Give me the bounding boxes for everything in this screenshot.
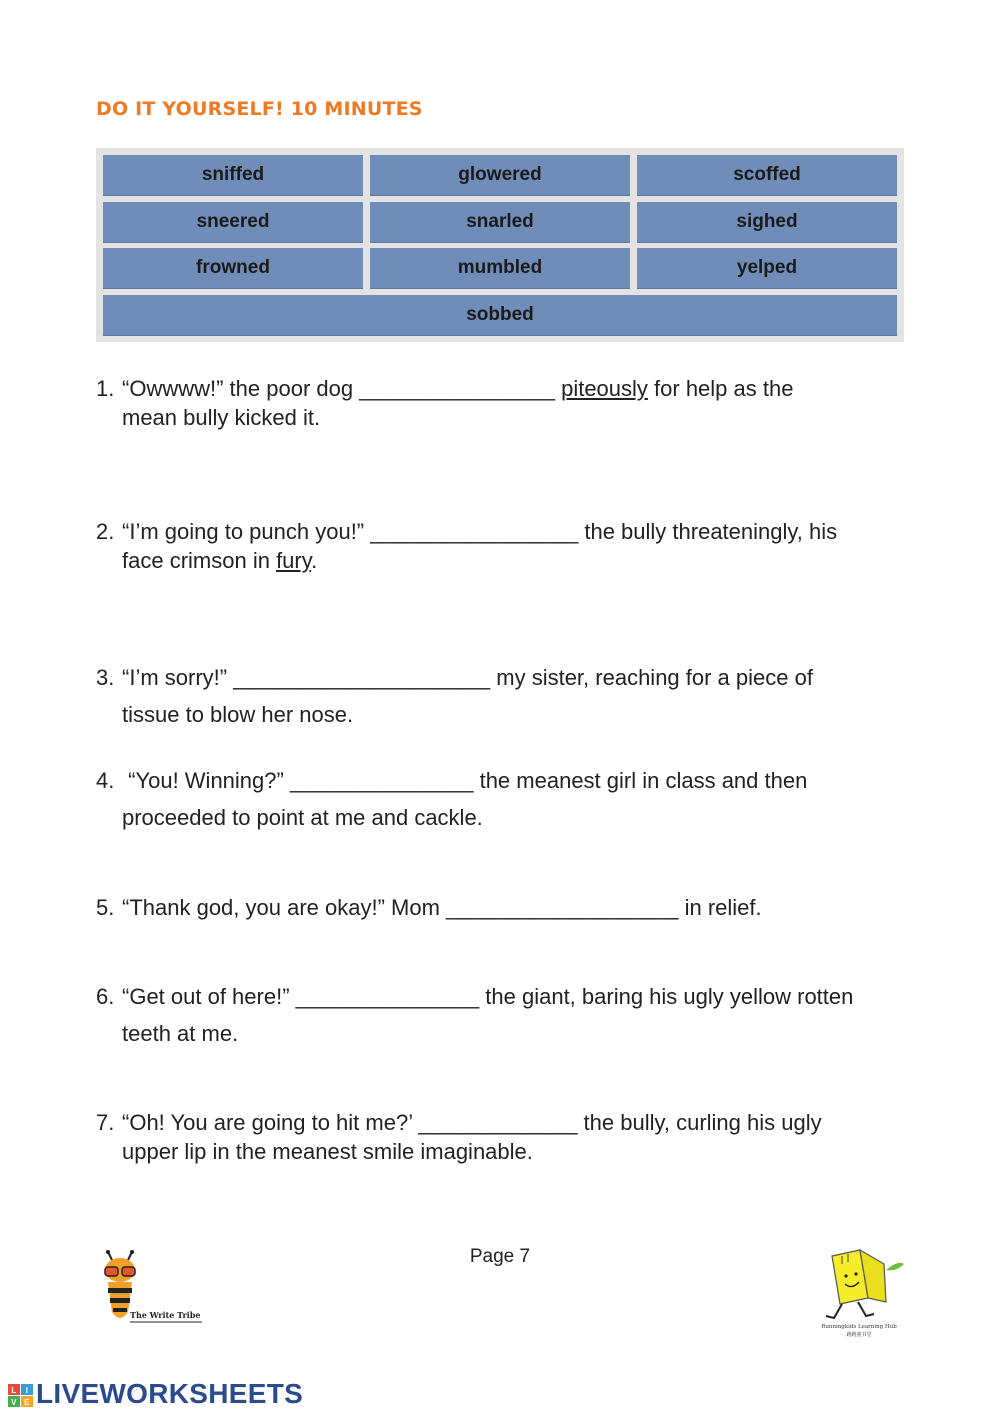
svg-text:V: V xyxy=(11,1397,17,1407)
question-text-line2: upper lip in the meanest smile imaginable. xyxy=(122,1139,533,1164)
question-text: “You! Winning?” _______________ the meanest girl in class and then xyxy=(122,768,808,793)
word-cell: sniffed xyxy=(103,155,363,195)
svg-text:E: E xyxy=(24,1397,30,1407)
question-text-line2: teeth at me. xyxy=(122,1021,239,1046)
question-text: “I’m going to punch you!” _________________ the bully threateningly, his xyxy=(122,519,838,544)
liveworksheets-brand xyxy=(8,1378,303,1410)
word-cell: sobbed xyxy=(103,295,897,335)
question-text: “Get out of here!” _______________ the giant, baring his ugly yellow rotten xyxy=(122,984,854,1009)
underlined-word: piteously xyxy=(561,376,648,401)
question-text-line2: tissue to blow her nose. xyxy=(122,702,354,727)
underlined-word: fury xyxy=(276,548,312,573)
question-6 xyxy=(96,978,908,1052)
question-2 xyxy=(96,517,908,575)
word-bank xyxy=(96,148,904,342)
write-tribe-caption: The Write Tribe xyxy=(130,1310,201,1320)
question-number: 3. xyxy=(96,665,115,690)
question-number: 2. xyxy=(96,519,115,544)
question-4 xyxy=(96,762,908,836)
question-text: . xyxy=(311,548,318,573)
question-text-line2 xyxy=(96,546,908,575)
word-cell: snarled xyxy=(370,202,630,242)
question-text-line2: proceeded to point at me and cackle. xyxy=(122,805,483,830)
question-number: 1. xyxy=(96,376,115,401)
question-text: “I’m sorry!” _____________________ my sister, reaching for a piece of xyxy=(122,665,813,690)
svg-text:I: I xyxy=(25,1385,29,1395)
question-number: 4. xyxy=(96,768,115,793)
word-cell: sneered xyxy=(103,202,363,242)
word-cell: sighed xyxy=(637,202,897,242)
question-7 xyxy=(96,1108,908,1166)
runningkids-caption: Runningkids Learning Hub xyxy=(821,1324,897,1330)
question-3 xyxy=(96,659,908,733)
question-number: 6. xyxy=(96,984,115,1009)
question-number: 7. xyxy=(96,1110,115,1135)
write-tribe-bee-logo xyxy=(100,1250,210,1330)
word-cell: scoffed xyxy=(637,155,897,195)
question-1 xyxy=(96,374,908,432)
question-text-line2: mean bully kicked it. xyxy=(122,405,321,430)
question-text: “Oh! You are going to hit me?’ _____________ the bully, curling his ugly xyxy=(122,1110,822,1135)
word-cell: mumbled xyxy=(370,248,630,288)
liveworksheets-logo-icon xyxy=(8,1384,34,1408)
word-cell: glowered xyxy=(370,155,630,195)
page-number: Page 7 xyxy=(469,1246,531,1267)
question-text: face crimson in xyxy=(122,548,277,573)
question-text: “Owwww!” the poor dog ________________ xyxy=(122,376,562,401)
liveworksheets-wordmark: LIVEWORKSHEETS xyxy=(36,1378,304,1409)
runningkids-caption-cn: 跑跑童书堂 xyxy=(846,1332,872,1338)
word-cell: frowned xyxy=(103,248,363,288)
question-text: for help as the xyxy=(647,376,794,401)
question-text: “Thank god, you are okay!” Mom ___________________ in relief. xyxy=(122,895,762,920)
question-number: 5. xyxy=(96,895,115,920)
runningkids-book-logo xyxy=(812,1246,907,1341)
question-5 xyxy=(96,893,908,922)
svg-text:L: L xyxy=(11,1385,17,1395)
worksheet-heading: DO IT YOURSELF! 10 MINUTES xyxy=(96,98,423,120)
word-cell: yelped xyxy=(637,248,897,288)
